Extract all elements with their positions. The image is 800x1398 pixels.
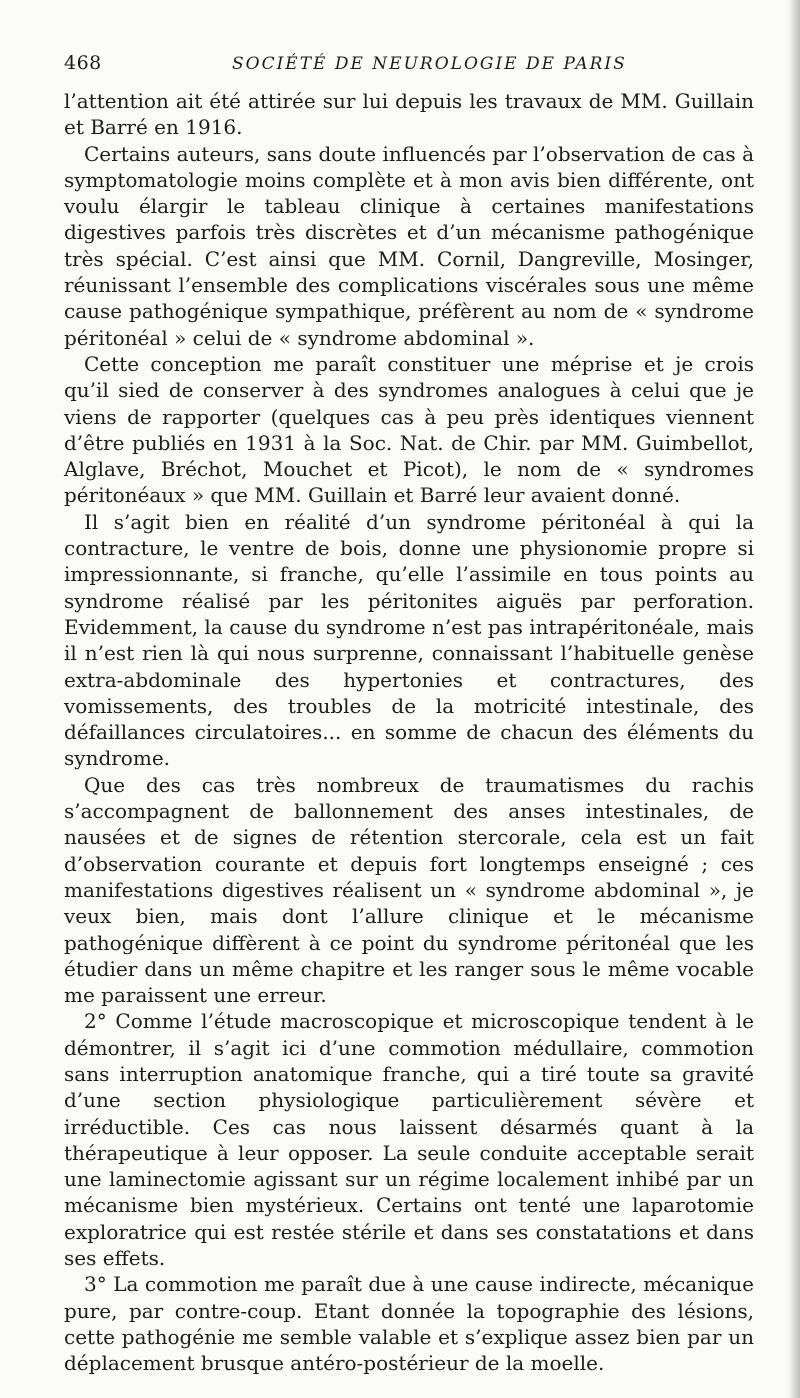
paragraph: 2° Comme l’étude macroscopique et microscopique tendent à le démontrer, il s’agit ici d’une commotion médullaire, commotion sans interruption anatomique franche, qui a tiré toute sa gravité d’une section physiologique particulièrement sévère et irréductible. Ces cas nous laissent désarmés quant à la thérapeutique à leur opposer. La seule conduite acceptable serait une laminectomie agissant sur un régime localement inhibé par un mécanisme bien mystérieux. Certains ont tenté une laparotomie exploratrice qui est restée stérile et dans ses constatations et dans ses effets. [64,1009,754,1271]
paragraph: l’attention ait été attirée sur lui depuis les travaux de MM. Guillain et Barré en 1916. [64,89,754,140]
paragraph: Cette conception me paraît constituer une méprise et je crois qu’il sied de conserver à des syndromes analogues à celui que je viens de rapporter (quelques cas à peu près identiques viennent d’être publiés en 1931 à la Soc. Nat. de Chir. par MM. Guimbellot, Alglave, Bréchot, Mouchet et Picot), le nom de « syndromes péritonéaux » que MM. Guillain et Barré leur avaient donné. [64,351,754,508]
page-header [64,52,754,88]
paragraph: Il s’agit bien en réalité d’un syndrome péritonéal à qui la contracture, le ventre de bois, donne une physionomie propre si impressionnante, si franche, qu’elle l’assimile en tous points au syndrome réalisé par les péritonites aiguës par perforation. Evidemment, la cause du syndrome n’est pas intrapéritonéale, mais il n’est rien là qui nous surprenne, connaissant l’habituelle genèse extra-abdominale des hypertonies et contractures, des vomissements, des troubles de la motricité intestinale, des défaillances circulatoires... en somme de chacun des éléments du syndrome. [64,509,754,771]
paragraph: 3° La commotion me paraît due à une cause indirecte, mécanique pure, par contre-coup. Etant donnée la topographie des lésions, cette pathogénie me semble valable et s’explique assez bien par un déplacement brusque antéro-postérieur de la moelle. [64,1272,754,1376]
page-number: 468 [64,52,102,74]
body-text [64,88,754,1377]
paragraph: Que des cas très nombreux de traumatismes du rachis s’accompagnent de ballonnement des anses intestinales, de nausées et de signes de rétention stercorale, cela est un fait d’observation courante et depuis fort longtemps enseigné ; ces manifestations digestives réalisent un « syndrome abdominal », je veux bien, mais dont l’allure clinique et le mécanisme pathogénique diffèrent à ce point du syndrome péritonéal que les étudier dans un même chapitre et les ranger sous le même vocable me paraissent une erreur. [64,772,754,1008]
book-page [64,52,754,1377]
page-edge-shadow [788,0,800,1398]
running-title: SOCIÉTÉ DE NEUROLOGIE DE PARIS [232,54,627,74]
paragraph: Certains auteurs, sans doute influencés par l’observation de cas à symptomatologie moins complète et à mon avis bien différente, ont voulu élargir le tableau clinique à certaines manifestations digestives parfois très discrètes et d’un mécanisme pathogénique très spécial. C’est ainsi que MM. Cornil, Dangreville, Mosinger, réunissant l’ensemble des complications viscérales sous une même cause pathogénique sympathique, préfèrent au nom de « syndrome péritonéal » celui de « syndrome abdominal ». [64,141,754,350]
